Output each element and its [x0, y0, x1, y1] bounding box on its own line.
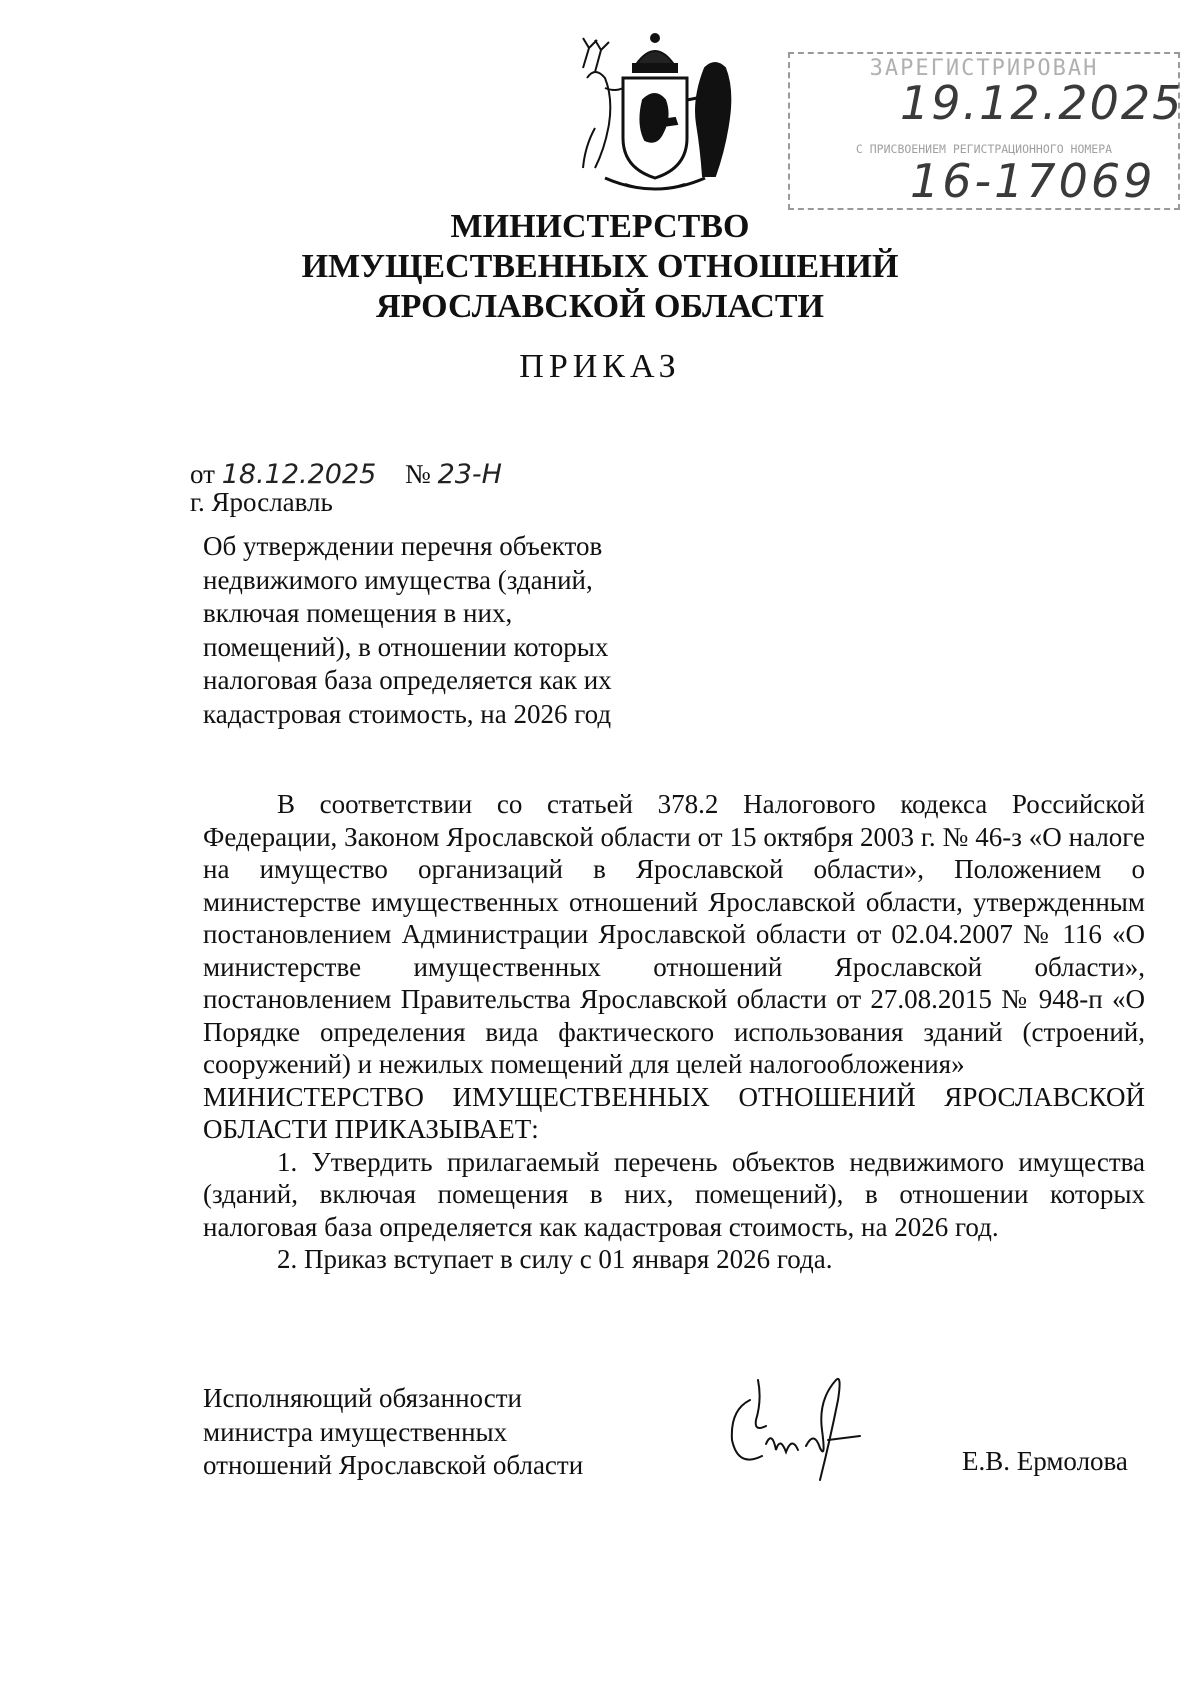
- signer-position-line: Исполняющий обязанности: [203, 1383, 522, 1413]
- signer-position-line: министра имущественных: [203, 1416, 508, 1447]
- order-title: [203, 530, 673, 731]
- order-title-line: Об утверждении перечня объектов: [203, 531, 603, 561]
- order-date-prefix: от: [190, 459, 215, 489]
- order-number-value: 23-Н: [437, 459, 502, 490]
- registration-stamp: [788, 52, 1184, 210]
- ministry-name-line-3: ЯРОСЛАВСКОЙ ОБЛАСТИ: [376, 288, 824, 325]
- stamp-sublabel: С ПРИСВОЕНИЕМ РЕГИСТРАЦИОННОГО НОМЕРА: [855, 142, 1113, 156]
- stamp-date: 19.12.2025: [900, 76, 1184, 130]
- document-type: ПРИКАЗ: [519, 348, 681, 385]
- stamp-label: ЗАРЕГИСТРИРОВАН: [869, 56, 1099, 81]
- order-title-line: помещений), в отношении которых: [203, 631, 609, 662]
- order-title-line: кадастровая стоимость, на 2026 год: [203, 698, 612, 729]
- order-title-line: налоговая база определяется как их: [203, 665, 612, 695]
- order-title-line: недвижимого имущества (зданий,: [203, 564, 593, 595]
- ministry-name-line-2: ИМУЩЕСТВЕННЫХ ОТНОШЕНИЙ: [301, 248, 899, 285]
- preamble-paragraph: В соответствии со статьей 378.2 Налогового кодекса Российской Федерации, Законом Ярославской области от 15 октября 2003 г. № 46-з «О налоге на имущество организаций в Ярославской области», Положением о министерстве имущественных отношений Ярославской области, утвержденным постановлением Администрации Ярославской области от 02.04.2007 № 116 «О министерстве имущественных отношений Ярославской области», постановлением Правительства Ярославской области от 27.08.2015 № 948-п «О Порядке определения вида фактического использования зданий (строений, сооружений) и нежилых помещений для целей налогообложения»: [203, 789, 1145, 1079]
- signer-name: Е.В. Ермолова: [962, 1446, 1128, 1476]
- coat-of-arms-emblem: [565, 28, 745, 193]
- order-title-line: включая помещения в них,: [203, 598, 513, 628]
- signer-position-line: отношений Ярославской области: [203, 1450, 584, 1480]
- order-number-prefix: №: [405, 459, 431, 489]
- order-date-value: 18.12.2025: [221, 459, 377, 490]
- order-body: [203, 788, 1145, 1276]
- handwritten-signature: [710, 1360, 890, 1500]
- order-item-2: 2. Приказ вступает в силу с 01 января 2026 года.: [277, 1244, 833, 1274]
- stamp-number: 16-17069: [910, 154, 1156, 208]
- order-item-1: 1. Утвердить прилагаемый перечень объектов недвижимого имущества (зданий, включая помещения в них, помещений), в отношении которых налоговая база определяется как кадастровая стоимость, на 2026 год.: [203, 1146, 1145, 1242]
- decree-paragraph: МИНИСТЕРСТВО ИМУЩЕСТВЕННЫХ ОТНОШЕНИЙ ЯРОСЛАВСКОЙ ОБЛАСТИ ПРИКАЗЫВАЕТ:: [203, 1081, 1145, 1144]
- order-date-line: [190, 459, 502, 490]
- ministry-name-line-1: МИНИСТЕРСТВО: [450, 208, 750, 245]
- order-city: г. Ярославль: [190, 487, 333, 517]
- signer-position: [203, 1382, 623, 1483]
